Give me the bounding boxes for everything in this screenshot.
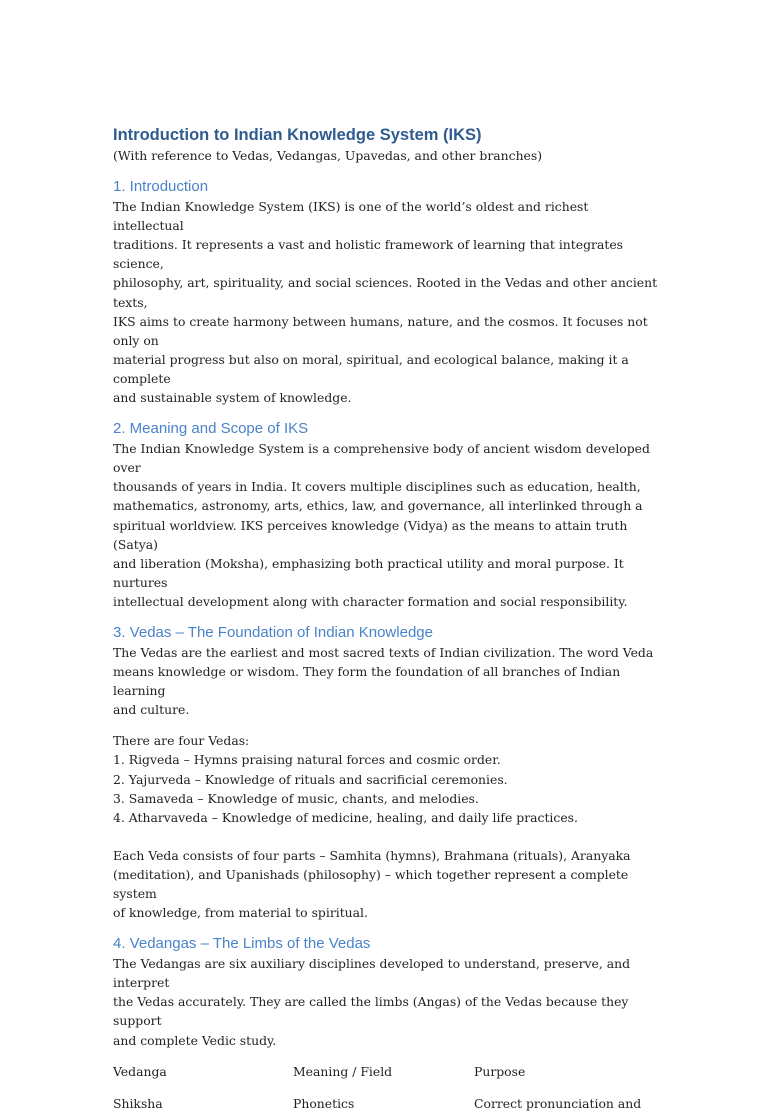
list-item: 4. Atharvaveda – Knowledge of medicine, healing, and daily life practices. — [113, 809, 578, 825]
document-subtitle: (With reference to Vedas, Vedangas, Upavedas, and other branches) — [113, 148, 543, 163]
vedas-paragraph — [113, 643, 658, 719]
table-header-cell: Meaning / Field — [293, 1063, 393, 1079]
introduction-paragraph — [113, 197, 658, 407]
paragraph-line: and culture. — [113, 702, 190, 718]
paragraph-line: intellectual development along with character formation and social responsibility. — [113, 593, 628, 609]
paragraph-line: and liberation (Moksha), emphasizing both practical utility and moral purpose. It nurtures — [113, 555, 624, 590]
list-intro: There are four Vedas: — [113, 733, 250, 749]
vedas-list — [113, 731, 658, 826]
paragraph-line: The Indian Knowledge System (IKS) is one of the world’s oldest and richest intellectual — [113, 199, 589, 234]
vedangas-table — [113, 1062, 658, 1113]
section-heading-vedangas: 4. Vedangas – The Limbs of the Vedas — [113, 935, 371, 953]
paragraph-line: material progress but also on moral, spiritual, and ecological balance, making it a complete — [113, 351, 629, 386]
paragraph-line: The Indian Knowledge System is a comprehensive body of ancient wisdom developed over — [113, 441, 650, 476]
paragraph-line: and complete Vedic study. — [113, 1032, 277, 1048]
paragraph-line: Each Veda consists of four parts – Samhita (hymns), Brahmana (rituals), Aranyaka — [113, 847, 631, 863]
list-item: 1. Rigveda – Hymns praising natural forces and cosmic order. — [113, 752, 501, 768]
paragraph-line: IKS aims to create harmony between humans, nature, and the cosmos. It focuses not only on — [113, 313, 648, 348]
veda-parts-paragraph — [113, 846, 658, 922]
list-item: 3. Samaveda – Knowledge of music, chants, and melodies. — [113, 790, 479, 806]
table-header-cell: Purpose — [474, 1063, 526, 1079]
list-item: 2. Yajurveda – Knowledge of rituals and sacrificial ceremonies. — [113, 771, 508, 787]
paragraph-line: mathematics, astronomy, arts, ethics, law, and governance, all interlinked through a — [113, 498, 643, 514]
table-row — [113, 1094, 658, 1113]
table-header-row — [113, 1062, 658, 1081]
paragraph-line: the Vedas accurately. They are called the limbs (Angas) of the Vedas because they support — [113, 994, 629, 1029]
paragraph-line: and sustainable system of knowledge. — [113, 390, 352, 406]
paragraph-line: (meditation), and Upanishads (philosophy) – which together represent a complete system — [113, 866, 629, 901]
document-title: Introduction to Indian Knowledge System (IKS) — [113, 126, 482, 144]
table-cell: Correct pronunciation and — [474, 1095, 642, 1111]
table-header-cell: Vedanga — [113, 1063, 167, 1079]
meaning-scope-paragraph — [113, 439, 658, 611]
vedangas-paragraph — [113, 954, 658, 1049]
paragraph-line: The Vedangas are six auxiliary disciplines developed to understand, preserve, and interpret — [113, 956, 631, 991]
paragraph-line: The Vedas are the earliest and most sacred texts of Indian civilization. The word Veda — [113, 644, 654, 660]
paragraph-line: means knowledge or wisdom. They form the foundation of all branches of Indian learning — [113, 664, 621, 699]
section-heading-vedas: 3. Vedas – The Foundation of Indian Knowledge — [113, 623, 433, 641]
section-heading-meaning-scope: 2. Meaning and Scope of IKS — [113, 420, 309, 438]
paragraph-line: traditions. It represents a vast and holistic framework of learning that integrates science, — [113, 237, 624, 272]
paragraph-line: of knowledge, from material to spiritual. — [113, 905, 368, 921]
paragraph-line: thousands of years in India. It covers multiple disciplines such as education, health, — [113, 479, 641, 495]
section-heading-introduction: 1. Introduction — [113, 178, 209, 196]
paragraph-line: philosophy, art, spirituality, and social sciences. Rooted in the Vedas and other ancient texts, — [113, 275, 658, 310]
document-page — [113, 124, 658, 1113]
paragraph-line: spiritual worldview. IKS perceives knowledge (Vidya) as the means to attain truth (Satya) — [113, 517, 628, 552]
table-cell: Shiksha — [113, 1095, 163, 1111]
table-cell: Phonetics — [293, 1095, 355, 1111]
